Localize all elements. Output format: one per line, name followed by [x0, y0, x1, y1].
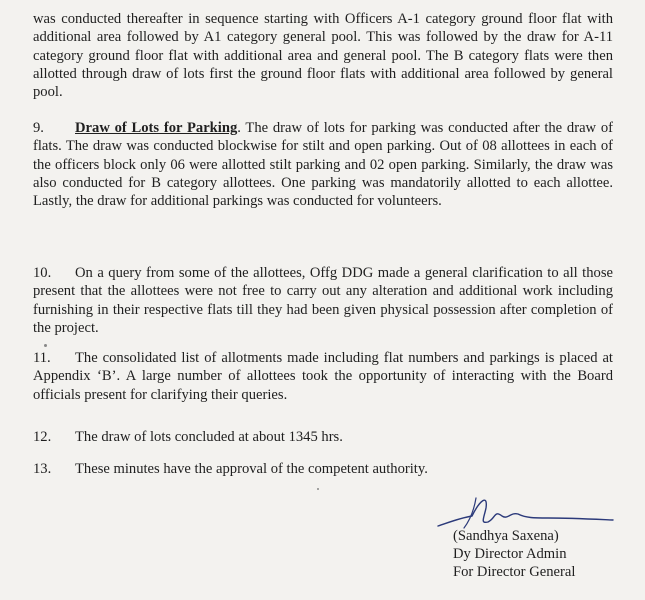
signatory-on-behalf: For Director General	[453, 564, 576, 580]
paragraph-number: 9.	[33, 120, 44, 136]
paragraph-9-text: . The draw of lots for parking was conducted after the draw of flats. The draw was conducted blockwise for stilt and open parking. Out of 08 allottees in each of the officers block only 06 were allotted stilt parking and 02 open parking. Similarly, the draw was also conducted for B category allottees. One parking was mandatorily allotted to each allottee. Lastly, the draw for additional parkings was conducted for volunteers.	[33, 120, 613, 210]
paragraph-12	[33, 428, 613, 446]
paragraph-number: 13.	[33, 461, 52, 477]
signatory-designation: Dy Director Admin	[453, 546, 567, 562]
scan-speck	[317, 488, 319, 490]
signatory-name: (Sandhya Saxena)	[453, 528, 559, 544]
paragraph-11-text: The consolidated list of allotments made including flat numbers and parkings is placed at Appendix ‘B’. A large number of allottees took the opportunity of interacting with the Board officials present for clarifying their queries.	[33, 350, 613, 403]
paragraph-number: 11.	[33, 350, 51, 366]
section-heading-parking: Draw of Lots for Parking	[75, 120, 238, 136]
paragraph-11	[33, 349, 613, 404]
scan-speck	[44, 344, 47, 347]
paragraph-9	[33, 119, 613, 210]
paragraph-10	[33, 264, 613, 337]
paragraph-10-text: On a query from some of the allottees, Offg DDG made a general clarification to all those present that the allottees were not free to carry out any alteration and additional work including furnishing in their respective flats till they had been given physical possession after completion of the project.	[33, 265, 613, 336]
paragraph-8-continuation: was conducted thereafter in sequence starting with Officers A-1 category ground floor flat with additional area followed by A1 category general pool. This was followed by the draw for A-11 category ground floor flat with additional area and general pool. The B category flats were then allotted through draw of lots first the ground floor flats with additional area followed by general pool.	[33, 11, 613, 101]
paragraph-13	[33, 460, 613, 478]
paragraph-number: 10.	[33, 265, 52, 281]
paragraph-number: 12.	[33, 429, 52, 445]
paragraph-13-text: These minutes have the approval of the competent authority.	[75, 461, 428, 477]
paragraph-12-text: The draw of lots concluded at about 1345 hrs.	[75, 429, 343, 445]
